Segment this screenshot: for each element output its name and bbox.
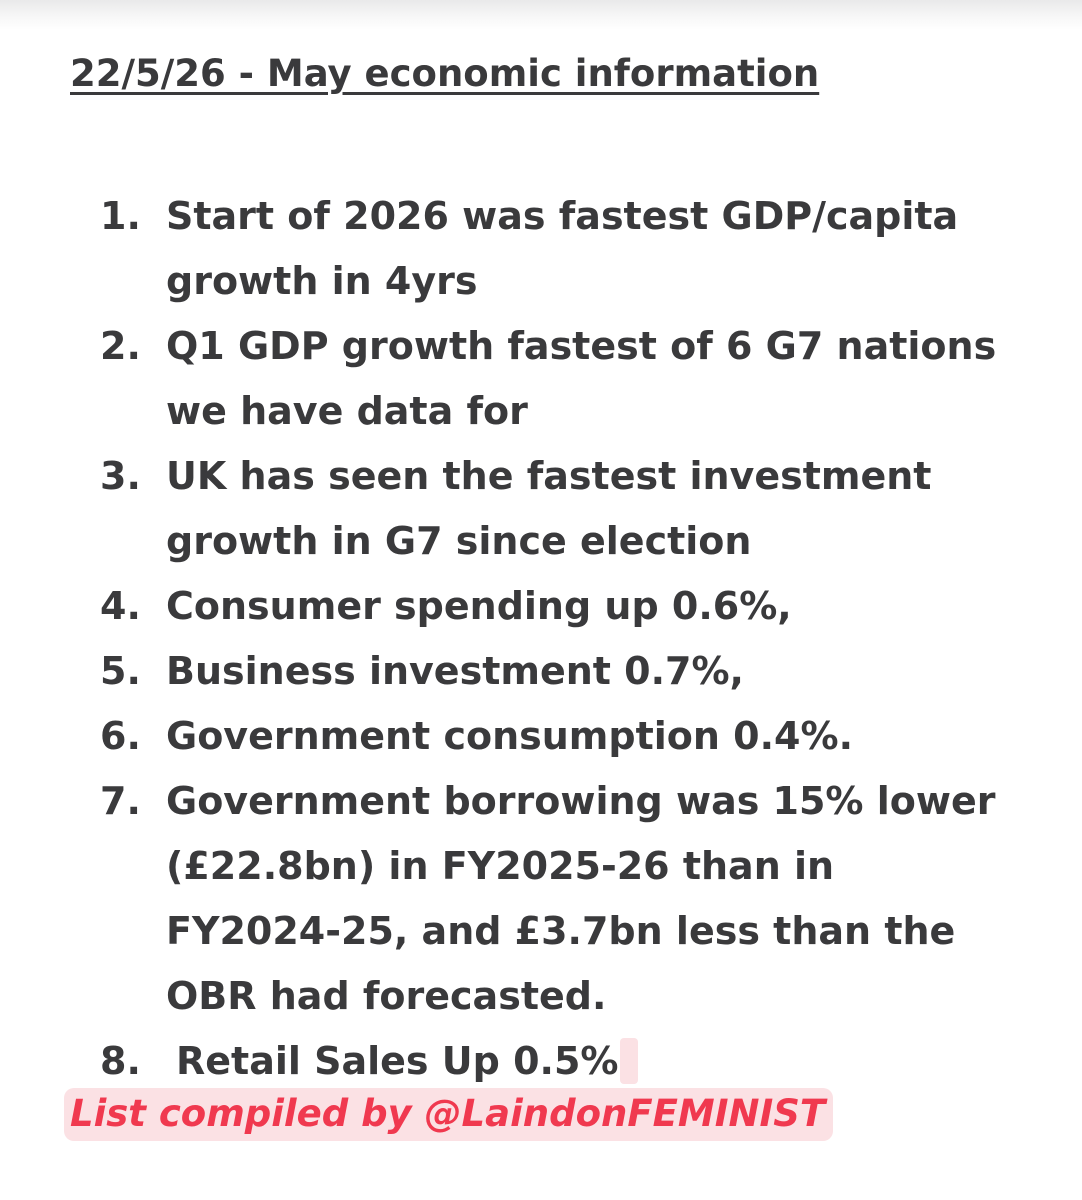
list-item-text[interactable]: Business investment 0.7%, (166, 649, 744, 693)
list-item[interactable] (100, 704, 1060, 769)
list-item[interactable] (100, 314, 1060, 444)
list-item-number: 4. (100, 584, 141, 628)
list-item-number: 1. (100, 194, 141, 238)
list-item[interactable] (100, 574, 1060, 639)
list-item-text[interactable]: Q1 GDP growth fastest of 6 G7 nations we have data for (166, 324, 997, 433)
list-item-number: 3. (100, 454, 141, 498)
list-item-text[interactable]: UK has seen the fastest investment growth in G7 since election (166, 454, 932, 563)
list-item-text[interactable]: Government consumption 0.4%. (166, 714, 854, 758)
credit-line[interactable]: List compiled by @LaindonFEMINIST (64, 1088, 833, 1141)
list-item[interactable] (100, 444, 1060, 574)
list-item-text[interactable]: Consumer spending up 0.6%, (166, 584, 792, 628)
list-item-number: 2. (100, 324, 141, 368)
list-item[interactable] (100, 769, 1060, 1029)
list-item-number: 5. (100, 649, 141, 693)
list-item-text[interactable]: Government borrowing was 15% lower (£22.8bn) in FY2025-26 than in FY2024-25, and £3.7bn less than the OBR had forecasted. (166, 779, 996, 1018)
list-item[interactable] (100, 1029, 1060, 1094)
list-item-number: 7. (100, 779, 141, 823)
note-title[interactable]: 22/5/26 - May economic information (70, 52, 820, 95)
list-item-text-wrap[interactable] (166, 1029, 1060, 1094)
list-item[interactable] (100, 184, 1060, 314)
text-cursor-highlight (620, 1038, 638, 1084)
economic-info-list (100, 184, 1060, 1094)
list-item-number: 8. (100, 1039, 141, 1083)
list-item[interactable] (100, 639, 1060, 704)
list-item-text[interactable]: Retail Sales Up 0.5% (176, 1039, 619, 1083)
list-item-text[interactable]: Start of 2026 was fastest GDP/capita growth in 4yrs (166, 194, 959, 303)
list-item-number: 6. (100, 714, 141, 758)
